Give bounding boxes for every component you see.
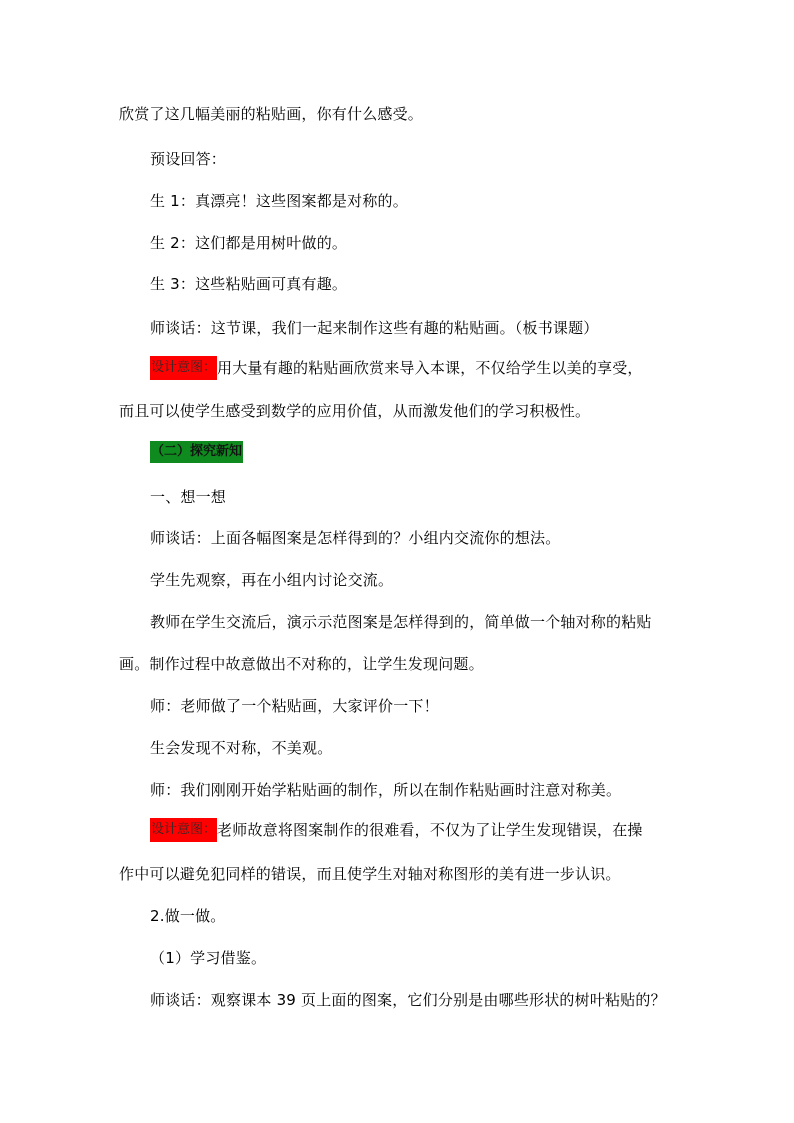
design-intent-line (150, 356, 643, 380)
section-heading-tag: （二）探究新知 (150, 441, 243, 463)
paragraph-line: 师谈话：观察课本 39 页上面的图案，它们分别是由哪些形状的树叶粘贴的？ (150, 991, 666, 1009)
design-intent-tag: 设计意图： (150, 356, 217, 380)
paragraph-line: 欣赏了这几幅美丽的粘贴画，你有什么感受。 (119, 105, 424, 123)
paragraph-line: 师谈话：这节课，我们一起来制作这些有趣的粘贴画。（板书课题） (150, 319, 599, 337)
paragraph-line: 师：老师做了一个粘贴画，大家评价一下！ (150, 697, 439, 715)
paragraph-line: 师谈话：上面各幅图案是怎样得到的？小组内交流你的想法。 (150, 529, 561, 547)
paragraph-text: 老师故意将图案制作的很难看，不仅为了让学生发现错误，在操 (217, 821, 643, 839)
paragraph-line: 生 2：这们都是用树叶做的。 (150, 234, 348, 252)
design-intent-line (150, 818, 643, 842)
paragraph-line: 生会发现不对称，不美观。 (150, 739, 333, 757)
paragraph-line: 2.做一做。 (150, 907, 226, 925)
paragraph-line: 画。制作过程中故意做出不对称的，让学生发现问题。 (119, 655, 484, 673)
paragraph-line: 学生先观察，再在小组内讨论交流。 (150, 571, 394, 589)
paragraph-line: 生 1：真漂亮！这些图案都是对称的。 (150, 192, 408, 210)
paragraph-line: 预设回答： (150, 150, 227, 168)
paragraph-line: 生 3：这些粘贴画可真有趣。 (150, 275, 348, 293)
paragraph-line: 一、想一想 (150, 488, 227, 506)
section-heading-line (150, 440, 243, 463)
design-intent-tag: 设计意图： (150, 818, 217, 842)
paragraph-line: 作中可以避免犯同样的错误，而且使学生对轴对称图形的美有进一步认识。 (119, 865, 621, 883)
paragraph-text: 用大量有趣的粘贴画欣赏来导入本课，不仅给学生以美的享受， (217, 359, 643, 377)
paragraph-line: 而且可以使学生感受到数学的应用价值，从而激发他们的学习积极性。 (119, 402, 591, 420)
paragraph-line: （1）学习借鉴。 (150, 949, 267, 967)
paragraph-line: 师：我们刚刚开始学粘贴画的制作，所以在制作粘贴画时注意对称美。 (150, 781, 622, 799)
paragraph-line: 教师在学生交流后，演示示范图案是怎样得到的，简单做一个轴对称的粘贴 (150, 613, 652, 631)
